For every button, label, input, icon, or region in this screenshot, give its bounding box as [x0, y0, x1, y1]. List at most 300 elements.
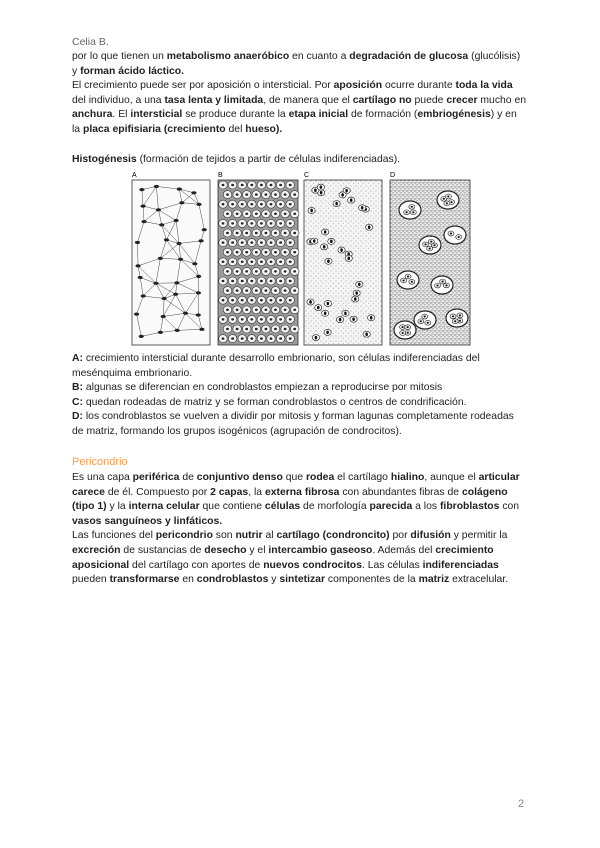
cell-nucleus	[451, 201, 453, 203]
cell-nucleus	[260, 184, 263, 186]
cell-nucleus	[279, 261, 282, 263]
pericondrio-paragraph-1	[72, 471, 527, 529]
cell-nucleus	[231, 241, 234, 243]
figure-panel-d	[390, 172, 470, 345]
text-segment: , la	[248, 486, 265, 498]
cell-nucleus	[436, 285, 438, 287]
caption-d	[72, 410, 527, 439]
cell-nucleus	[344, 311, 347, 315]
text-segment: etapa inicial	[288, 109, 349, 121]
cell-nucleus	[231, 184, 234, 186]
text-segment: cartílago (condroncito)	[276, 530, 390, 542]
cell-nucleus	[241, 261, 244, 263]
text-segment: los condroblastos se vuelven a dividir por mitosis y forman lagunas completamente rodeadas de matriz, formando los grupos isogénicos (agrupación de condrocitos).	[72, 411, 514, 437]
text-segment: en	[179, 574, 197, 586]
cell-nucleus	[236, 193, 239, 195]
panel-label-b: B	[218, 172, 223, 179]
panel-label-d: D	[390, 172, 396, 179]
cell-nucleus	[255, 270, 258, 272]
cell-nucleus	[454, 320, 456, 322]
figure-panel-b	[218, 172, 299, 345]
cell-nucleus	[250, 280, 253, 282]
cell-nucleus	[245, 309, 248, 311]
text-segment: colágeno (tipo 1)	[72, 486, 508, 513]
cell-nucleus	[274, 251, 277, 253]
cell-nucleus	[274, 309, 277, 311]
cell-nucleus	[339, 318, 342, 322]
cell-nucleus	[250, 299, 253, 301]
cell-nucleus	[350, 198, 353, 202]
cell-nucleus	[313, 239, 316, 243]
text-segment: de formación (	[348, 109, 418, 121]
cell-nucleus	[320, 191, 323, 195]
isogenic-group	[446, 309, 468, 327]
cell-nucleus	[241, 337, 244, 339]
text-segment: ) y en la	[72, 109, 517, 135]
text-segment: fibroblastos	[439, 501, 500, 513]
cell-nucleus	[231, 203, 234, 205]
cell-nucleus	[222, 203, 225, 205]
text-segment: D:	[72, 411, 83, 423]
cell-nucleus	[241, 222, 244, 224]
text-segment: y la	[106, 501, 129, 513]
isogenic-group	[394, 321, 416, 339]
cell-nucleus	[222, 318, 225, 320]
cell-nucleus	[309, 300, 312, 304]
cell-nucleus	[226, 289, 229, 291]
cell-nucleus	[241, 318, 244, 320]
cell-nucleus	[265, 270, 268, 272]
text-segment: del	[225, 123, 246, 135]
mesenchymal-cell	[174, 219, 179, 222]
cell-nucleus	[289, 337, 292, 339]
cell-nucleus	[459, 320, 461, 322]
text-segment: matriz	[418, 574, 450, 586]
cell-nucleus	[245, 193, 248, 195]
cell-nucleus	[250, 222, 253, 224]
mesenchymal-cell	[196, 313, 201, 316]
mesenchymal-cell	[138, 276, 143, 279]
mesenchymal-cell	[134, 313, 139, 316]
text-segment: anchura	[72, 109, 113, 121]
cell-nucleus	[245, 232, 248, 234]
cell-nucleus	[452, 315, 454, 317]
text-segment: de él. Compuesto por	[104, 486, 211, 498]
text-segment: degradación de glucosa	[349, 51, 469, 62]
cell-nucleus	[231, 261, 234, 263]
text-segment: pueden	[72, 574, 110, 586]
cell-nucleus	[250, 203, 253, 205]
cell-nucleus	[445, 284, 447, 286]
cell-nucleus	[365, 332, 368, 336]
cell-nucleus	[289, 222, 292, 224]
cell-nucleus	[293, 232, 296, 234]
mesenchymal-cell	[196, 291, 201, 294]
cell-nucleus	[226, 193, 229, 195]
cell-nucleus	[250, 318, 253, 320]
cell-nucleus	[231, 280, 234, 282]
cell-nucleus	[241, 184, 244, 186]
caption-c	[72, 396, 527, 411]
text-segment: son	[212, 530, 236, 542]
mesenchymal-cell	[139, 335, 144, 338]
cell-nucleus	[274, 328, 277, 330]
cell-nucleus	[250, 241, 253, 243]
histogenesis-section	[72, 153, 527, 168]
cell-nucleus	[260, 280, 263, 282]
cell-nucleus	[226, 270, 229, 272]
text-segment: y	[268, 574, 280, 586]
text-segment: articular carece	[72, 472, 520, 498]
cell-nucleus	[255, 213, 258, 215]
text-segment: pericondrio	[155, 530, 213, 542]
text-segment: forman ácido láctico.	[80, 65, 185, 77]
mesenchymal-cell	[153, 282, 158, 285]
text-segment: nutrir	[235, 530, 263, 542]
cell-nucleus	[293, 213, 296, 215]
cell-nucleus	[250, 184, 253, 186]
text-segment: de sustancias de	[120, 544, 205, 556]
cell-nucleus	[289, 318, 292, 320]
text-segment: desecho	[204, 544, 247, 556]
text-segment: con abundantes fibras de	[339, 486, 462, 498]
cell-nucleus	[270, 222, 273, 224]
cell-nucleus	[284, 193, 287, 195]
cell-nucleus	[279, 299, 282, 301]
text-segment: con	[499, 501, 520, 513]
cell-nucleus	[293, 251, 296, 253]
mesenchymal-cell	[141, 220, 146, 223]
cell-nucleus	[222, 280, 225, 282]
cell-nucleus	[401, 326, 403, 328]
mesenchymal-cell	[174, 281, 179, 284]
cell-nucleus	[355, 291, 358, 295]
cell-nucleus	[274, 232, 277, 234]
text-segment: , de manera que el	[263, 94, 353, 106]
mesenchymal-cell	[202, 228, 207, 231]
cell-nucleus	[284, 270, 287, 272]
cell-nucleus	[226, 251, 229, 253]
text-segment: puede	[411, 94, 447, 106]
text-segment: intercambio gaseoso	[268, 544, 373, 556]
author-header: Celia B.	[72, 36, 109, 48]
cell-nucleus	[293, 328, 296, 330]
text-segment: Las funciones del	[72, 530, 156, 542]
pericondrio-heading: Pericondrio	[72, 456, 128, 468]
mesenchymal-cell	[183, 312, 188, 315]
cell-nucleus	[354, 297, 357, 301]
cell-nucleus	[260, 261, 263, 263]
cell-nucleus	[231, 299, 234, 301]
cell-nucleus	[250, 261, 253, 263]
cell-nucleus	[327, 302, 330, 306]
cell-nucleus	[443, 198, 445, 200]
cell-nucleus	[279, 203, 282, 205]
text-segment: crecer	[446, 94, 478, 106]
text-segment: crecimiento aposicional	[72, 544, 494, 571]
cell-nucleus	[245, 328, 248, 330]
mesenchymal-cell	[196, 203, 201, 206]
cell-nucleus	[458, 236, 460, 238]
caption-b	[72, 381, 527, 396]
cell-nucleus	[341, 193, 344, 197]
cell-nucleus	[427, 322, 429, 324]
text-segment: rodea	[305, 472, 335, 483]
intro-paragraph-2	[72, 79, 527, 137]
figure-panel-c	[304, 172, 382, 345]
cell-nucleus	[450, 233, 452, 235]
histogenesis-heading	[72, 153, 527, 168]
figure-captions	[72, 352, 527, 440]
cell-nucleus	[361, 206, 364, 210]
cell-nucleus	[411, 281, 413, 283]
text-segment: externa fibrosa	[264, 486, 340, 498]
cell-nucleus	[241, 299, 244, 301]
text-segment: de morfología	[300, 501, 370, 513]
cell-nucleus	[412, 211, 414, 213]
mesenchymal-cell	[162, 297, 167, 300]
cell-nucleus	[335, 202, 338, 206]
text-segment: extracelular.	[449, 574, 509, 586]
mesenchymal-cell	[179, 201, 184, 204]
page-number: 2	[518, 798, 525, 810]
cell-nucleus	[255, 193, 258, 195]
mesenchymal-cell	[173, 293, 178, 296]
cell-nucleus	[279, 318, 282, 320]
cell-nucleus	[241, 241, 244, 243]
cell-nucleus	[424, 243, 426, 245]
intro-paragraph-1	[72, 50, 527, 79]
cell-nucleus	[368, 225, 371, 229]
text-segment: hialino	[390, 472, 425, 483]
text-segment: hueso).	[245, 123, 283, 135]
mesenchymal-cell	[164, 238, 169, 241]
histogenesis-figure	[130, 170, 472, 350]
cell-nucleus	[250, 337, 253, 339]
cell-nucleus	[255, 289, 258, 291]
cell-nucleus	[226, 328, 229, 330]
cell-nucleus	[284, 309, 287, 311]
isogenic-group	[437, 191, 459, 209]
cell-nucleus	[265, 289, 268, 291]
mesenchymal-cell	[158, 331, 163, 334]
cell-nucleus	[255, 328, 258, 330]
caption-a	[72, 352, 527, 381]
text-segment: mucho en	[477, 94, 527, 106]
cell-nucleus	[459, 314, 461, 316]
text-segment: . El	[112, 109, 131, 121]
cell-nucleus	[326, 331, 329, 335]
cell-nucleus	[260, 299, 263, 301]
mesenchymal-cell	[158, 257, 163, 260]
cell-nucleus	[270, 337, 273, 339]
cell-nucleus	[270, 299, 273, 301]
cell-nucleus	[270, 280, 273, 282]
cell-nucleus	[270, 241, 273, 243]
cell-nucleus	[323, 245, 326, 249]
cell-nucleus	[274, 270, 277, 272]
cell-nucleus	[411, 206, 413, 208]
text-segment: parecida	[369, 501, 413, 513]
text-segment: por	[389, 530, 411, 542]
cell-nucleus	[405, 211, 407, 213]
cell-nucleus	[226, 232, 229, 234]
text-segment: algunas se diferencian en condroblastos empiezan a reproducirse por mitosis	[82, 382, 443, 394]
cell-nucleus	[222, 241, 225, 243]
cell-nucleus	[260, 203, 263, 205]
cell-nucleus	[407, 276, 409, 278]
cell-nucleus	[407, 332, 409, 334]
text-segment: en cuanto a	[289, 51, 350, 62]
cell-nucleus	[293, 193, 296, 195]
cell-nucleus	[231, 318, 234, 320]
text-segment: (glucólisis) y	[72, 51, 521, 77]
cell-nucleus	[279, 241, 282, 243]
cell-nucleus	[245, 270, 248, 272]
mesenchymal-cell	[135, 241, 140, 244]
mesenchymal-cell	[175, 329, 180, 332]
cell-nucleus	[324, 311, 327, 315]
mesenchymal-cell	[161, 315, 166, 318]
text-segment: se produce durante la	[182, 109, 289, 121]
text-segment: aposición	[333, 80, 383, 92]
text-segment: al	[262, 530, 277, 542]
isogenic-group	[399, 201, 421, 219]
cell-nucleus	[222, 184, 225, 186]
text-segment: metabolismo anaeróbico	[166, 51, 290, 62]
text-segment: conjuntivo denso	[196, 472, 283, 483]
text-segment: a los	[412, 501, 440, 513]
cell-nucleus	[265, 251, 268, 253]
cell-nucleus	[236, 289, 239, 291]
cell-nucleus	[324, 230, 327, 234]
cell-nucleus	[270, 203, 273, 205]
cell-nucleus	[447, 196, 449, 198]
cell-nucleus	[284, 213, 287, 215]
pericondrio-section	[72, 471, 527, 588]
text-segment: por lo que tienen un	[72, 51, 167, 62]
mesenchymal-cell	[156, 208, 161, 211]
mesenchymal-cell	[135, 264, 140, 267]
text-segment: vasos sanguíneos y linfáticos.	[72, 515, 223, 527]
text-segment: quedan rodeadas de matriz y se forman condroblastos o centros de condrificación.	[82, 396, 467, 408]
text-segment: componentes de la	[325, 574, 419, 586]
figure-panel-a	[132, 172, 210, 345]
isogenic-group	[414, 311, 436, 329]
text-segment: interna celular	[128, 501, 200, 513]
mesenchymal-cell	[140, 205, 145, 208]
cell-nucleus	[241, 280, 244, 282]
text-segment: transformarse	[109, 574, 180, 586]
text-segment: Histogénesis	[72, 154, 137, 165]
text-segment: Es una capa	[72, 472, 133, 483]
cell-nucleus	[420, 320, 422, 322]
text-segment: ocurre durante	[382, 80, 456, 92]
cell-nucleus	[265, 193, 268, 195]
text-segment: condroblastos	[196, 574, 269, 586]
cell-nucleus	[265, 309, 268, 311]
cell-nucleus	[352, 317, 355, 321]
cell-nucleus	[222, 261, 225, 263]
panel-label-c: C	[304, 172, 310, 179]
cell-nucleus	[407, 326, 409, 328]
cell-nucleus	[310, 209, 313, 213]
cell-nucleus	[270, 184, 273, 186]
cell-nucleus	[289, 184, 292, 186]
cell-nucleus	[424, 316, 426, 318]
text-segment: de	[179, 472, 197, 483]
cell-nucleus	[231, 337, 234, 339]
cell-nucleus	[274, 213, 277, 215]
cell-nucleus	[255, 251, 258, 253]
mesenchymal-cell	[139, 188, 144, 191]
text-segment: crecimiento intersticial durante desarrollo embrionario, son células indiferenciadas del mesénquima embrionario.	[72, 353, 480, 379]
cell-nucleus	[265, 213, 268, 215]
text-segment: cartílago no	[352, 94, 412, 106]
mesenchymal-cell	[154, 185, 159, 188]
cell-nucleus	[293, 309, 296, 311]
mesenchymal-cell	[141, 294, 146, 297]
text-segment: excreción	[72, 544, 121, 556]
text-segment: embriogénesis	[417, 109, 491, 121]
cell-nucleus	[255, 309, 258, 311]
cell-nucleus	[315, 336, 318, 340]
cell-nucleus	[265, 232, 268, 234]
text-segment: y el	[246, 544, 269, 556]
mesenchymal-cell	[177, 187, 182, 190]
text-segment: El crecimiento puede ser por aposición o intersticial. Por	[72, 80, 334, 92]
cell-nucleus	[330, 240, 333, 244]
cell-nucleus	[245, 289, 248, 291]
cell-nucleus	[442, 281, 444, 283]
cell-nucleus	[402, 279, 404, 281]
cell-nucleus	[245, 251, 248, 253]
cell-nucleus	[358, 283, 361, 287]
cell-nucleus	[289, 203, 292, 205]
mesenchymal-cell	[199, 328, 204, 331]
cell-nucleus	[279, 222, 282, 224]
cell-nucleus	[340, 248, 343, 252]
cell-nucleus	[222, 222, 225, 224]
cell-nucleus	[274, 193, 277, 195]
cell-nucleus	[236, 309, 239, 311]
text-segment: que contiene	[199, 501, 265, 513]
text-segment: (formación de tejidos a partir de células indiferenciadas).	[136, 154, 401, 165]
cell-nucleus	[226, 213, 229, 215]
text-segment: 2 capas	[210, 486, 249, 498]
cell-nucleus	[236, 270, 239, 272]
cell-nucleus	[241, 203, 244, 205]
cell-nucleus	[430, 241, 432, 243]
text-segment: B:	[72, 382, 83, 394]
text-segment: periférica	[132, 472, 180, 483]
cell-nucleus	[260, 318, 263, 320]
text-segment: indiferenciadas	[422, 559, 499, 571]
text-segment: , aunque el	[424, 472, 479, 483]
cell-nucleus	[289, 299, 292, 301]
text-segment: nuevos condrocitos	[263, 559, 362, 571]
cell-nucleus	[429, 247, 431, 249]
text-segment: A:	[72, 353, 83, 364]
cell-nucleus	[279, 337, 282, 339]
cell-nucleus	[231, 222, 234, 224]
cell-nucleus	[284, 232, 287, 234]
mesenchymal-cell	[191, 191, 196, 194]
cell-nucleus	[279, 280, 282, 282]
cell-nucleus	[293, 270, 296, 272]
text-segment: . Las células	[361, 559, 423, 571]
cell-nucleus	[236, 232, 239, 234]
